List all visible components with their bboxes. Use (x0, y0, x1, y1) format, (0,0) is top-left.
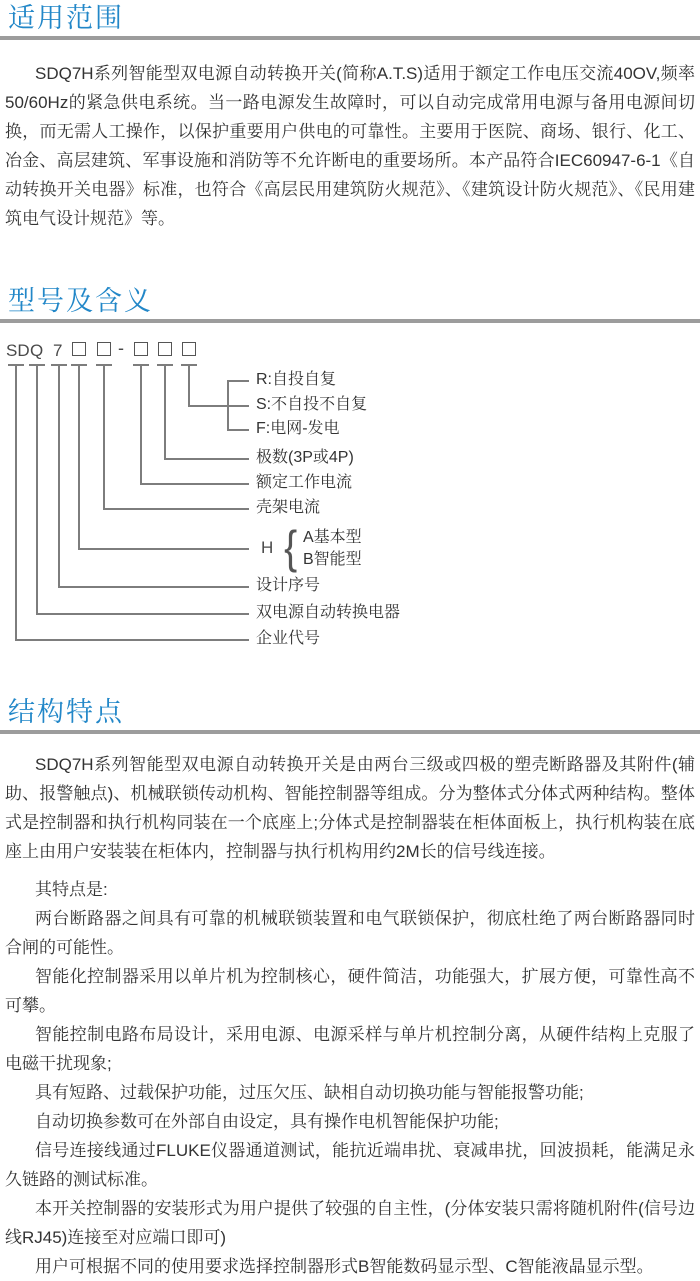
features-paragraph: 智能控制电路布局设计，采用电源、电源采样与单片机控制分离，从硬件结构上克服了电磁干扰现象; (5, 1025, 695, 1073)
label-mode-s: S:不自投不自复 (256, 396, 368, 413)
label-h-option-a: A基本型 (303, 529, 362, 546)
model-box-poles (158, 342, 172, 356)
model-symbol-dash: - (118, 338, 124, 358)
diagram-hline-s (188, 405, 249, 407)
diagram-vline-h (78, 366, 80, 549)
diagram-hline-f (227, 429, 249, 431)
model-symbol-company: SD (6, 341, 30, 360)
features-body (0, 750, 700, 1281)
diagram-vline-rated (140, 366, 142, 484)
label-device-name: 双电源自动转换电器 (256, 604, 401, 621)
section-features (0, 694, 700, 1281)
scope-paragraph: SDQ7H系列智能型双电源自动转换开关(简称A.T.S)适用于额定工作电压交流40OV,频率50/60Hz的紧急供电系统。当一路电源发生故障时，可以自动完成常用电源与备用电源间切换，而无需人工操作，以保护重要用户供电的可靠性。主要用于医院、商场、银行、化工、冶金、高层建筑、军事设施和消防等不允许断电的重要场所。本产品符合IEC60947-6-1《自动转换开关电器》标准，也符合《高层民用建筑防火规范》、《建筑设计防火规范》、《民用建筑电气设计规范》等。 (5, 64, 695, 228)
features-paragraph: 两台断路器之间具有可靠的机械联锁装置和电气联锁保护，彻底杜绝了两台断路器同时合闸的可能性。 (5, 909, 695, 957)
features-paragraph: 其特点是: (35, 880, 108, 899)
scope-body (0, 59, 700, 233)
label-h-option-b: B智能型 (303, 551, 362, 568)
features-title-rule (0, 730, 700, 734)
features-paragraph: 信号连接线通过FLUKE仪器通道测试，能抗近端串扰、衰减串扰，回波损耗，能满足永久链路的测试标准。 (5, 1141, 695, 1189)
model-box-frame-current (97, 342, 111, 356)
diagram-hline-company-code (15, 639, 249, 641)
scope-title-rule (0, 36, 700, 40)
diagram-vline-poles (164, 366, 166, 459)
label-mode-f: F:电网-发电 (256, 420, 340, 437)
h-brace-glyph: { (284, 521, 298, 573)
label-h: H (261, 538, 274, 557)
features-paragraph: 用户可根据不同的使用要求选择控制器形式B智能数码显示型、C智能液晶显示型。 (35, 1257, 654, 1276)
section-scope (0, 0, 700, 233)
model-box-mode (182, 342, 196, 356)
diagram-hline-frame (103, 508, 249, 510)
features-paragraph: 具有短路、过载保护功能，过压欠压、缺相自动切换功能与智能报警功能; (35, 1083, 584, 1102)
label-mode-r: R:自投自复 (256, 371, 337, 388)
diagram-fork-connector (227, 380, 229, 431)
model-code-diagram (0, 323, 700, 673)
features-paragraph: SDQ7H系列智能型双电源自动转换开关是由两台三级或四极的塑壳断路器及其附件(辅助、报警触点)、机械联锁传动机构、智能控制器等组成。分为整体式分体式两种结构。整体式是控制器和执行机构同装在一个底座上;分体式是控制器装在柜体面板上，执行机构装在底座上由用户安装装在柜体内，控制器与执行机构用约2M长的信号线连接。 (5, 755, 695, 861)
label-rated-current: 额定工作电流 (256, 474, 353, 491)
diagram-vline-device (36, 366, 38, 614)
model-title: 型号及含义 (8, 286, 153, 316)
diagram-vline-company (15, 366, 17, 640)
label-frame-current: 壳架电流 (256, 499, 321, 516)
model-symbol-series: 7 (53, 341, 63, 360)
features-title: 结构特点 (8, 697, 124, 727)
diagram-vline-mode (188, 366, 190, 407)
model-box-h (72, 342, 86, 356)
diagram-hline-r (227, 380, 249, 382)
section-model (0, 283, 700, 673)
diagram-hline-rated (140, 483, 249, 485)
diagram-vline-frame (103, 366, 105, 509)
diagram-vline-series (58, 366, 60, 587)
label-design-serial: 设计序号 (256, 577, 321, 594)
diagram-hline-h (78, 548, 249, 550)
features-paragraph: 本开关控制器的安装形式为用户提供了较强的自主性，(分体安装只需将随机附件(信号边线RJ45)连接至对应端口即可) (5, 1199, 695, 1247)
scope-title: 适用范围 (8, 3, 124, 33)
diagram-hline-poles (164, 458, 249, 460)
diagram-hline-design (58, 586, 249, 588)
features-paragraph: 自动切换参数可在外部自由设定，具有操作电机智能保护功能; (35, 1112, 499, 1131)
label-poles: 极数(3P或4P) (256, 449, 354, 466)
model-box-rated-current (134, 342, 148, 356)
label-company-code: 企业代号 (256, 630, 321, 647)
model-symbol-device: Q (30, 341, 44, 360)
diagram-hline-device-name (36, 613, 249, 615)
features-paragraph: 智能化控制器采用以单片机为控制核心，硬件简洁，功能强大，扩展方便，可靠性高不可攀。 (5, 967, 695, 1015)
